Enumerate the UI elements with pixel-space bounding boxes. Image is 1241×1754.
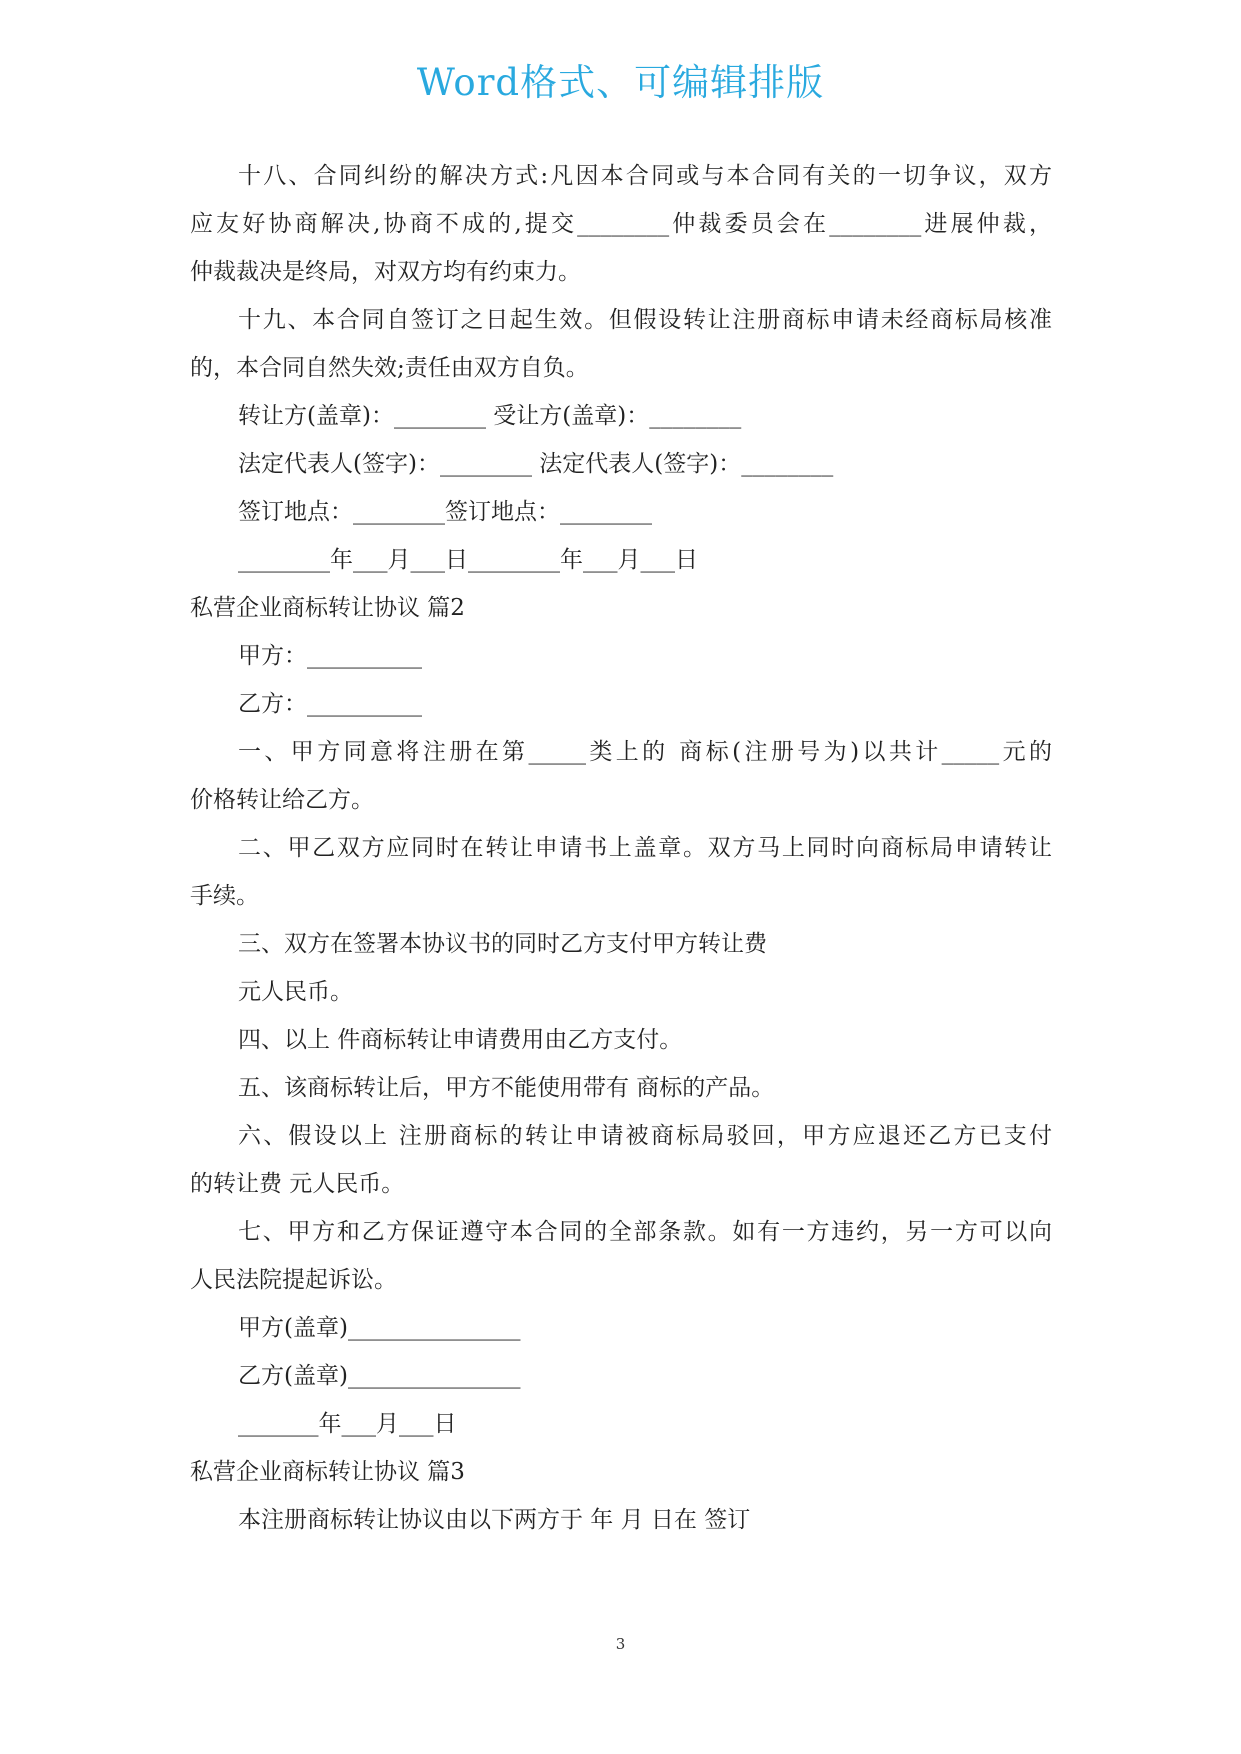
text-line: 的转让费 元人民币。 [190,1171,405,1197]
text-line: 四、以上 件商标转让申请费用由乙方支付。 [238,1027,683,1053]
text-line: 价格转让给乙方。 [190,787,374,813]
text-line: 五、该商标转让后，甲方不能使用带有 商标的产品。 [238,1075,775,1101]
text-line: 本注册商标转让协议由以下两方于 年 月 日在 签订 [238,1507,751,1533]
text-line: 私营企业商标转让协议 篇3 [190,1459,465,1485]
text-line: 仲裁裁决是终局，对双方均有约束力。 [190,259,581,285]
text-line: 二、甲乙双方应同时在转让申请书上盖章。双方马上同时向商标局申请转让 [238,835,1052,861]
page-number: 3 [615,1635,626,1653]
text-line: 十八、合同纠纷的解决方式:凡因本合同或与本合同有关的一切争议，双方 [238,163,1052,189]
text-line: 应友好协商解决,协商不成的,提交________仲裁委员会在________进展仲裁， [190,211,1052,237]
text-line: 法定代表人(签字)：________ 法定代表人(签字)：________ [238,451,834,477]
text-line: 转让方(盖章)：________ 受让方(盖章)：________ [238,403,742,429]
text-line: _______年___月___日 [238,1411,457,1437]
text-line: 七、甲方和乙方保证遵守本合同的全部条款。如有一方违约，另一方可以向 [238,1219,1052,1245]
text-line: 手续。 [190,883,259,909]
text-line: 乙方(盖章)_______________ [238,1363,521,1389]
text-line: 十九、本合同自签订之日起生效。但假设转让注册商标申请未经商标局核准 [238,307,1052,333]
text-line: 三、双方在签署本协议书的同时乙方支付甲方转让费 [238,931,767,957]
text-line: ________年___月___日________年___月___日 [238,547,698,573]
text-line: 一、甲方同意将注册在第_____类上的 商标(注册号为)以共计_____元的 [238,739,1052,765]
document-body [190,152,1052,1544]
text-line: 人民法院提起诉讼。 [190,1267,397,1293]
text-line: 私营企业商标转让协议 篇2 [190,595,465,621]
text-line: 的，本合同自然失效;责任由双方自负。 [190,355,589,381]
text-line: 甲方：__________ [238,643,422,669]
page-header-title: Word格式、可编辑排版 [416,61,825,104]
text-line: 乙方：__________ [238,691,422,717]
text-line: 甲方(盖章)_______________ [238,1315,521,1341]
text-line: 六、假设以上 注册商标的转让申请被商标局驳回，甲方应退还乙方已支付 [238,1123,1052,1149]
text-line: 元人民币。 [238,979,353,1005]
text-line: 签订地点：________签订地点：________ [238,499,652,525]
